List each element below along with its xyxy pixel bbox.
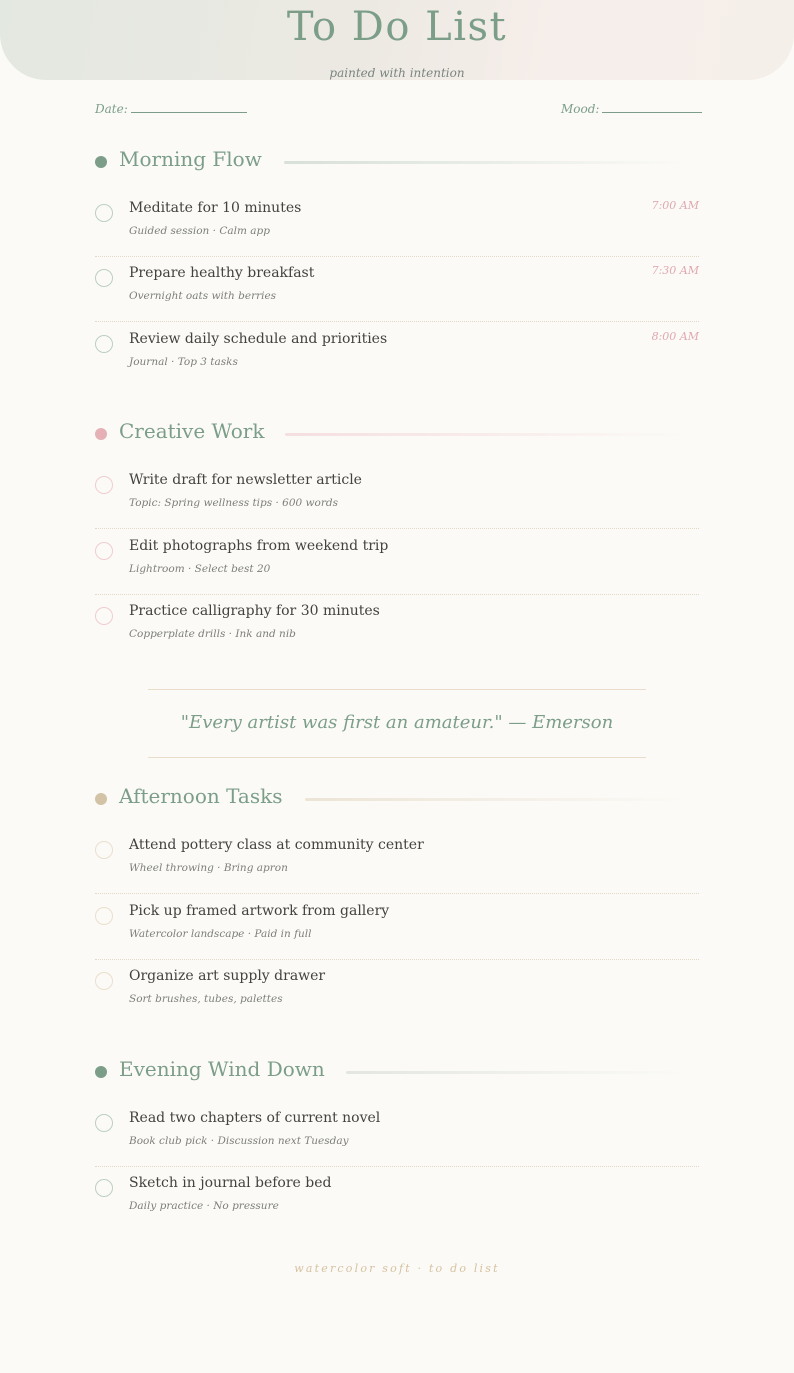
- checkbox-circle-icon[interactable]: [95, 607, 113, 625]
- section-header-evening-wind-down: [95, 1057, 699, 1087]
- section-header-creative-work: [95, 419, 699, 449]
- task-row: [95, 323, 699, 388]
- task-title: Practice calligraphy for 30 minutes: [129, 603, 380, 619]
- section-dot-icon: [95, 428, 107, 440]
- mood-field[interactable]: [561, 101, 702, 116]
- task-row: [95, 530, 699, 595]
- task-title: Edit photographs from weekend trip: [129, 538, 389, 554]
- date-label: Date:: [95, 102, 128, 116]
- section-title: Creative Work: [119, 419, 265, 443]
- checkbox-circle-icon[interactable]: [95, 476, 113, 494]
- task-time: 8:00 AM: [651, 330, 699, 343]
- task-note: Copperplate drills · Ink and nib: [129, 628, 296, 640]
- section-divider: [305, 798, 689, 801]
- section-title: Evening Wind Down: [119, 1057, 325, 1081]
- date-field[interactable]: [95, 101, 247, 116]
- checkbox-circle-icon[interactable]: [95, 335, 113, 353]
- task-note: Guided session · Calm app: [129, 225, 270, 237]
- page-title: To Do List: [286, 4, 508, 50]
- task-row: [95, 895, 699, 960]
- checkbox-circle-icon[interactable]: [95, 1114, 113, 1132]
- task-time: 7:30 AM: [651, 264, 699, 277]
- task-note: Overnight oats with berries: [129, 290, 277, 302]
- checkbox-circle-icon[interactable]: [95, 269, 113, 287]
- page-subtitle: painted with intention: [329, 66, 465, 80]
- task-note: Book club pick · Discussion next Tuesday: [129, 1135, 349, 1147]
- section-dot-icon: [95, 793, 107, 805]
- task-note: Topic: Spring wellness tips · 600 words: [129, 497, 338, 509]
- section-dot-icon: [95, 1066, 107, 1078]
- section-title: Morning Flow: [119, 147, 262, 171]
- section-header-afternoon-tasks: [95, 784, 699, 814]
- mood-input-line[interactable]: [602, 101, 702, 113]
- date-input-line[interactable]: [131, 101, 247, 113]
- checkbox-circle-icon[interactable]: [95, 1179, 113, 1197]
- section-divider: [284, 161, 689, 164]
- task-row: [95, 464, 699, 529]
- section-divider: [285, 433, 689, 436]
- checkbox-circle-icon[interactable]: [95, 542, 113, 560]
- task-note: Sort brushes, tubes, palettes: [129, 993, 283, 1005]
- quote-block: [148, 689, 646, 758]
- task-note: Daily practice · No pressure: [129, 1200, 279, 1212]
- task-title: Write draft for newsletter article: [129, 472, 362, 488]
- checkbox-circle-icon[interactable]: [95, 972, 113, 990]
- task-title: Prepare healthy breakfast: [129, 265, 315, 281]
- task-time: 7:00 AM: [651, 199, 699, 212]
- task-title: Attend pottery class at community center: [129, 837, 424, 853]
- checkbox-circle-icon[interactable]: [95, 204, 113, 222]
- checkbox-circle-icon[interactable]: [95, 907, 113, 925]
- section-title: Afternoon Tasks: [119, 784, 283, 808]
- task-title: Sketch in journal before bed: [129, 1175, 332, 1191]
- task-note: Wheel throwing · Bring apron: [129, 862, 288, 874]
- task-title: Pick up framed artwork from gallery: [129, 903, 390, 919]
- task-title: Meditate for 10 minutes: [129, 200, 302, 216]
- task-row: [95, 257, 699, 322]
- task-title: Review daily schedule and priorities: [129, 331, 388, 347]
- task-note: Lightroom · Select best 20: [129, 563, 271, 575]
- section-dot-icon: [95, 156, 107, 168]
- task-note: Journal · Top 3 tasks: [129, 356, 238, 368]
- task-row: [95, 192, 699, 257]
- task-row: [95, 1102, 699, 1167]
- task-note: Watercolor landscape · Paid in full: [129, 928, 312, 940]
- task-row: [95, 1167, 699, 1232]
- quote-text: "Every artist was first an amateur." — Emerson: [180, 712, 614, 733]
- section-divider: [346, 1071, 689, 1074]
- task-title: Organize art supply drawer: [129, 968, 326, 984]
- mood-label: Mood:: [561, 102, 600, 116]
- footer-text: watercolor soft · to do list: [294, 1262, 500, 1275]
- section-header-morning-flow: [95, 147, 699, 177]
- task-row: [95, 595, 699, 660]
- page-header: [0, 0, 794, 80]
- task-row: [95, 960, 699, 1025]
- checkbox-circle-icon[interactable]: [95, 841, 113, 859]
- task-title: Read two chapters of current novel: [129, 1110, 381, 1126]
- task-row: [95, 829, 699, 894]
